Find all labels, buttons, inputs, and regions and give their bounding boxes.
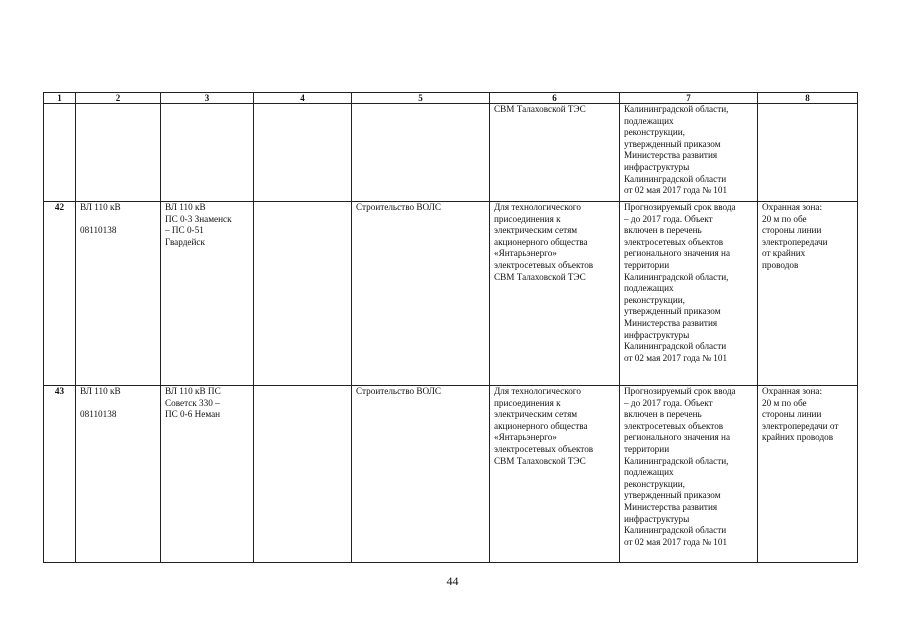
cell-code-line2: 08110138 (80, 408, 117, 419)
header-col-2: 2 (76, 93, 161, 104)
cell-line-name: ВЛ 110 кВ ПС Советск 330 – ПС 0-6 Неман (161, 386, 254, 563)
cell-code-line1: ВЛ 110 кВ (80, 202, 121, 212)
cell-empty (254, 202, 352, 386)
cell-deadline: Прогнозируемый срок ввода – до 2017 года. Объект включен в перечень электросетевых объектов регионального значения на территории Калининградской области, подлежащих реконструкции, утвержденный приказом Министерства развития инфраструктуры Калининградской области от 02 мая 2017 года № 101 (620, 202, 758, 386)
cell-code-line1: ВЛ 110 кВ (80, 386, 121, 396)
document-table (43, 92, 858, 563)
cell-protection-zone: Охранная зона: 20 м по обе стороны линии электропередачи от крайних проводов (758, 202, 858, 386)
cell-protection-zone: Охранная зона: 20 м по обе стороны линии электропередачи от крайних проводов (758, 386, 858, 563)
cell-code (76, 104, 161, 202)
cell-protection-zone (758, 104, 858, 202)
cell-work-type: Строительство ВОЛС (352, 386, 490, 563)
header-col-8: 8 (758, 93, 858, 104)
header-col-1: 1 (44, 93, 76, 104)
cell-work-type (352, 104, 490, 202)
table-row-continued (44, 104, 858, 202)
cell-empty (254, 104, 352, 202)
cell-empty (254, 386, 352, 563)
cell-number: 43 (44, 386, 76, 563)
table-row (44, 202, 858, 386)
cell-code (76, 386, 161, 563)
cell-work-type: Строительство ВОЛС (352, 202, 490, 386)
header-col-3: 3 (161, 93, 254, 104)
cell-purpose: СВМ Талаховской ТЭС (490, 104, 620, 202)
cell-purpose: Для технологического присоединения к электрическим сетям акционерного общества «Янтарьэнерго» электросетевых объектов СВМ Талаховской ТЭС (490, 202, 620, 386)
cell-line-name: ВЛ 110 кВ ПС 0-3 Знаменск – ПС 0-51 Гвардейск (161, 202, 254, 386)
header-row (44, 93, 858, 104)
cell-purpose: Для технологического присоединения к электрическим сетям акционерного общества «Янтарьэнерго» электросетевых объектов СВМ Талаховской ТЭС (490, 386, 620, 563)
cell-deadline: Калининградской области, подлежащих реконструкции, утвержденный приказом Министерства развития инфраструктуры Калининградской области от 02 мая 2017 года № 101 (620, 104, 758, 202)
header-col-7: 7 (620, 93, 758, 104)
page-number: 44 (446, 574, 459, 588)
cell-code (76, 202, 161, 386)
header-col-6: 6 (490, 93, 620, 104)
table-row (44, 386, 858, 563)
cell-number (44, 104, 76, 202)
cell-code-line2: 08110138 (80, 224, 117, 235)
cell-deadline: Прогнозируемый срок ввода – до 2017 года. Объект включен в перечень электросетевых объектов регионального значения на территории Калининградской области, подлежащих реконструкции, утвержденный приказом Министерства развития инфраструктуры Калининградской области от 02 мая 2017 года № 101 (620, 386, 758, 563)
header-col-4: 4 (254, 93, 352, 104)
header-col-5: 5 (352, 93, 490, 104)
cell-number: 42 (44, 202, 76, 386)
cell-line-name (161, 104, 254, 202)
